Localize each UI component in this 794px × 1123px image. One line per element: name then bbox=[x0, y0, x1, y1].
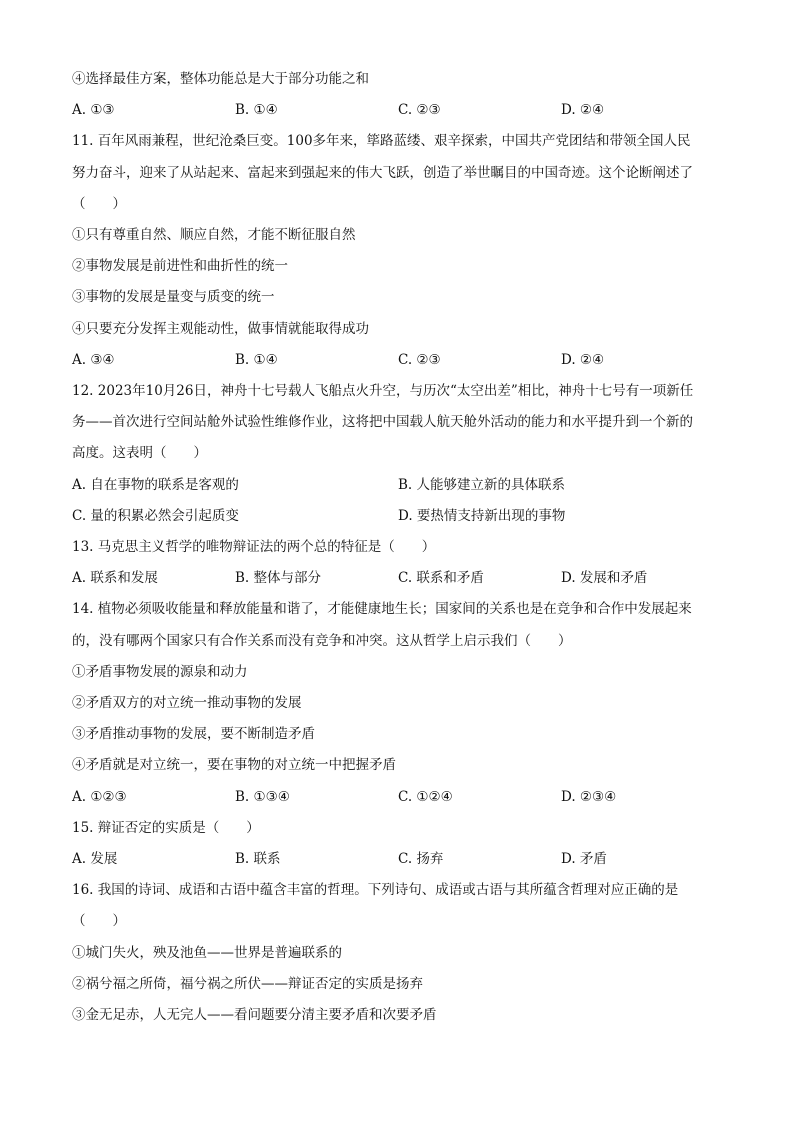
question-item: ①只有尊重自然、顺应自然，才能不断征服自然 bbox=[72, 227, 356, 244]
option-c: C. 量的积累必然会引起质变 bbox=[72, 507, 239, 524]
question-11 bbox=[72, 126, 726, 376]
option-d: D. 发展和矛盾 bbox=[561, 570, 648, 587]
option-d: D. 矛盾 bbox=[561, 851, 607, 868]
option-a: A. ①②③ bbox=[72, 788, 127, 805]
question-stem: 12. 2023年10月26日，神舟十七号载人飞船点火升空，与历次“太空出差”相比，神舟十七号有一项新任 bbox=[72, 383, 694, 400]
question-stem: 高度。这表明（ ） bbox=[72, 445, 207, 462]
page-content bbox=[72, 64, 726, 1031]
option-b: B. ①④ bbox=[235, 102, 278, 119]
question-stem: 13. 马克思主义哲学的唯物辩证法的两个总的特征是（ ） bbox=[72, 539, 436, 556]
question-14 bbox=[72, 594, 726, 812]
option-c: C. ②③ bbox=[398, 102, 441, 119]
option-a: A. 自在事物的联系是客观的 bbox=[72, 476, 239, 493]
option-d: D. ②③④ bbox=[561, 788, 617, 805]
question-item: ②矛盾双方的对立统一推动事物的发展 bbox=[72, 695, 302, 712]
question-stem: 务——首次进行空间站舱外试验性维修作业，这将把中国载人航天舱外活动的能力和水平提升到一个新的 bbox=[72, 414, 693, 431]
question-item: ③矛盾推动事物的发展，要不断制造矛盾 bbox=[72, 726, 315, 743]
option-b: B. ①③④ bbox=[235, 788, 290, 805]
question-item: ④选择最佳方案，整体功能总是大于部分功能之和 bbox=[72, 71, 369, 87]
option-a: A. ①③ bbox=[72, 102, 115, 119]
question-item: ④矛盾就是对立统一，要在事物的对立统一中把握矛盾 bbox=[72, 757, 396, 774]
question-stem: （ ） bbox=[72, 913, 126, 930]
option-b: B. 人能够建立新的具体联系 bbox=[398, 476, 566, 493]
question-item: ①城门失火，殃及池鱼——世界是普遍联系的 bbox=[72, 944, 342, 961]
answer-options bbox=[72, 470, 726, 532]
option-a: A. 联系和发展 bbox=[72, 570, 158, 587]
question-item: ③金无足赤，人无完人——看问题要分清主要矛盾和次要矛盾 bbox=[72, 1007, 437, 1024]
question-item: ③事物的发展是量变与质变的统一 bbox=[72, 289, 275, 306]
option-a: A. ③④ bbox=[72, 351, 115, 368]
answer-options bbox=[72, 844, 726, 875]
answer-options bbox=[72, 345, 726, 376]
question-stem: 的，没有哪两个国家只有合作关系而没有竞争和冲突。这从哲学上启示我们（ ） bbox=[72, 632, 572, 649]
option-d: D. ②④ bbox=[561, 351, 605, 368]
question-item: ①矛盾事物发展的源泉和动力 bbox=[72, 663, 248, 680]
answer-options bbox=[72, 563, 726, 594]
question-stem: 14. 植物必须吸收能量和释放能量和谐了，才能健康地生长；国家间的关系也是在竞争和合作中发展起来 bbox=[72, 601, 692, 618]
question-stem: 11. 百年风雨兼程，世纪沧桑巨变。100多年来，筚路蓝缕、艰辛探索，中国共产党团结和带领全国人民 bbox=[72, 133, 691, 150]
question-item: ②祸兮福之所倚，福兮祸之所伏——辩证否定的实质是扬弃 bbox=[72, 975, 423, 992]
question-stem: 努力奋斗，迎来了从站起来、富起来到强起来的伟大飞跃，创造了举世瞩目的中国奇迹。这个论断阐述了 bbox=[72, 164, 693, 181]
option-b: B. 联系 bbox=[235, 851, 281, 868]
answer-options bbox=[72, 95, 726, 126]
question-item: ④只要充分发挥主观能动性，做事情就能取得成功 bbox=[72, 320, 369, 337]
question-15 bbox=[72, 813, 726, 875]
question-stem: 15. 辩证否定的实质是（ ） bbox=[72, 819, 260, 836]
question-stem: 16. 我国的诗词、成语和古语中蕴含丰富的哲理。下列诗句、成语或古语与其所蕴含哲理对应正确的是 bbox=[72, 882, 679, 899]
question-12 bbox=[72, 376, 726, 532]
question-13 bbox=[72, 532, 726, 594]
option-b: B. ①④ bbox=[235, 351, 278, 368]
option-a: A. 发展 bbox=[72, 851, 118, 868]
option-c: C. ②③ bbox=[398, 351, 441, 368]
option-c: C. 联系和矛盾 bbox=[398, 570, 484, 587]
option-d: D. ②④ bbox=[561, 102, 605, 119]
option-d: D. 要热情支持新出现的事物 bbox=[398, 507, 566, 524]
question-stem: （ ） bbox=[72, 195, 126, 212]
option-c: C. 扬弃 bbox=[398, 851, 444, 868]
question-16 bbox=[72, 875, 726, 1031]
question-item: ②事物发展是前进性和曲折性的统一 bbox=[72, 258, 288, 275]
answer-options bbox=[72, 782, 726, 813]
option-c: C. ①②④ bbox=[398, 788, 453, 805]
option-b: B. 整体与部分 bbox=[235, 570, 322, 587]
